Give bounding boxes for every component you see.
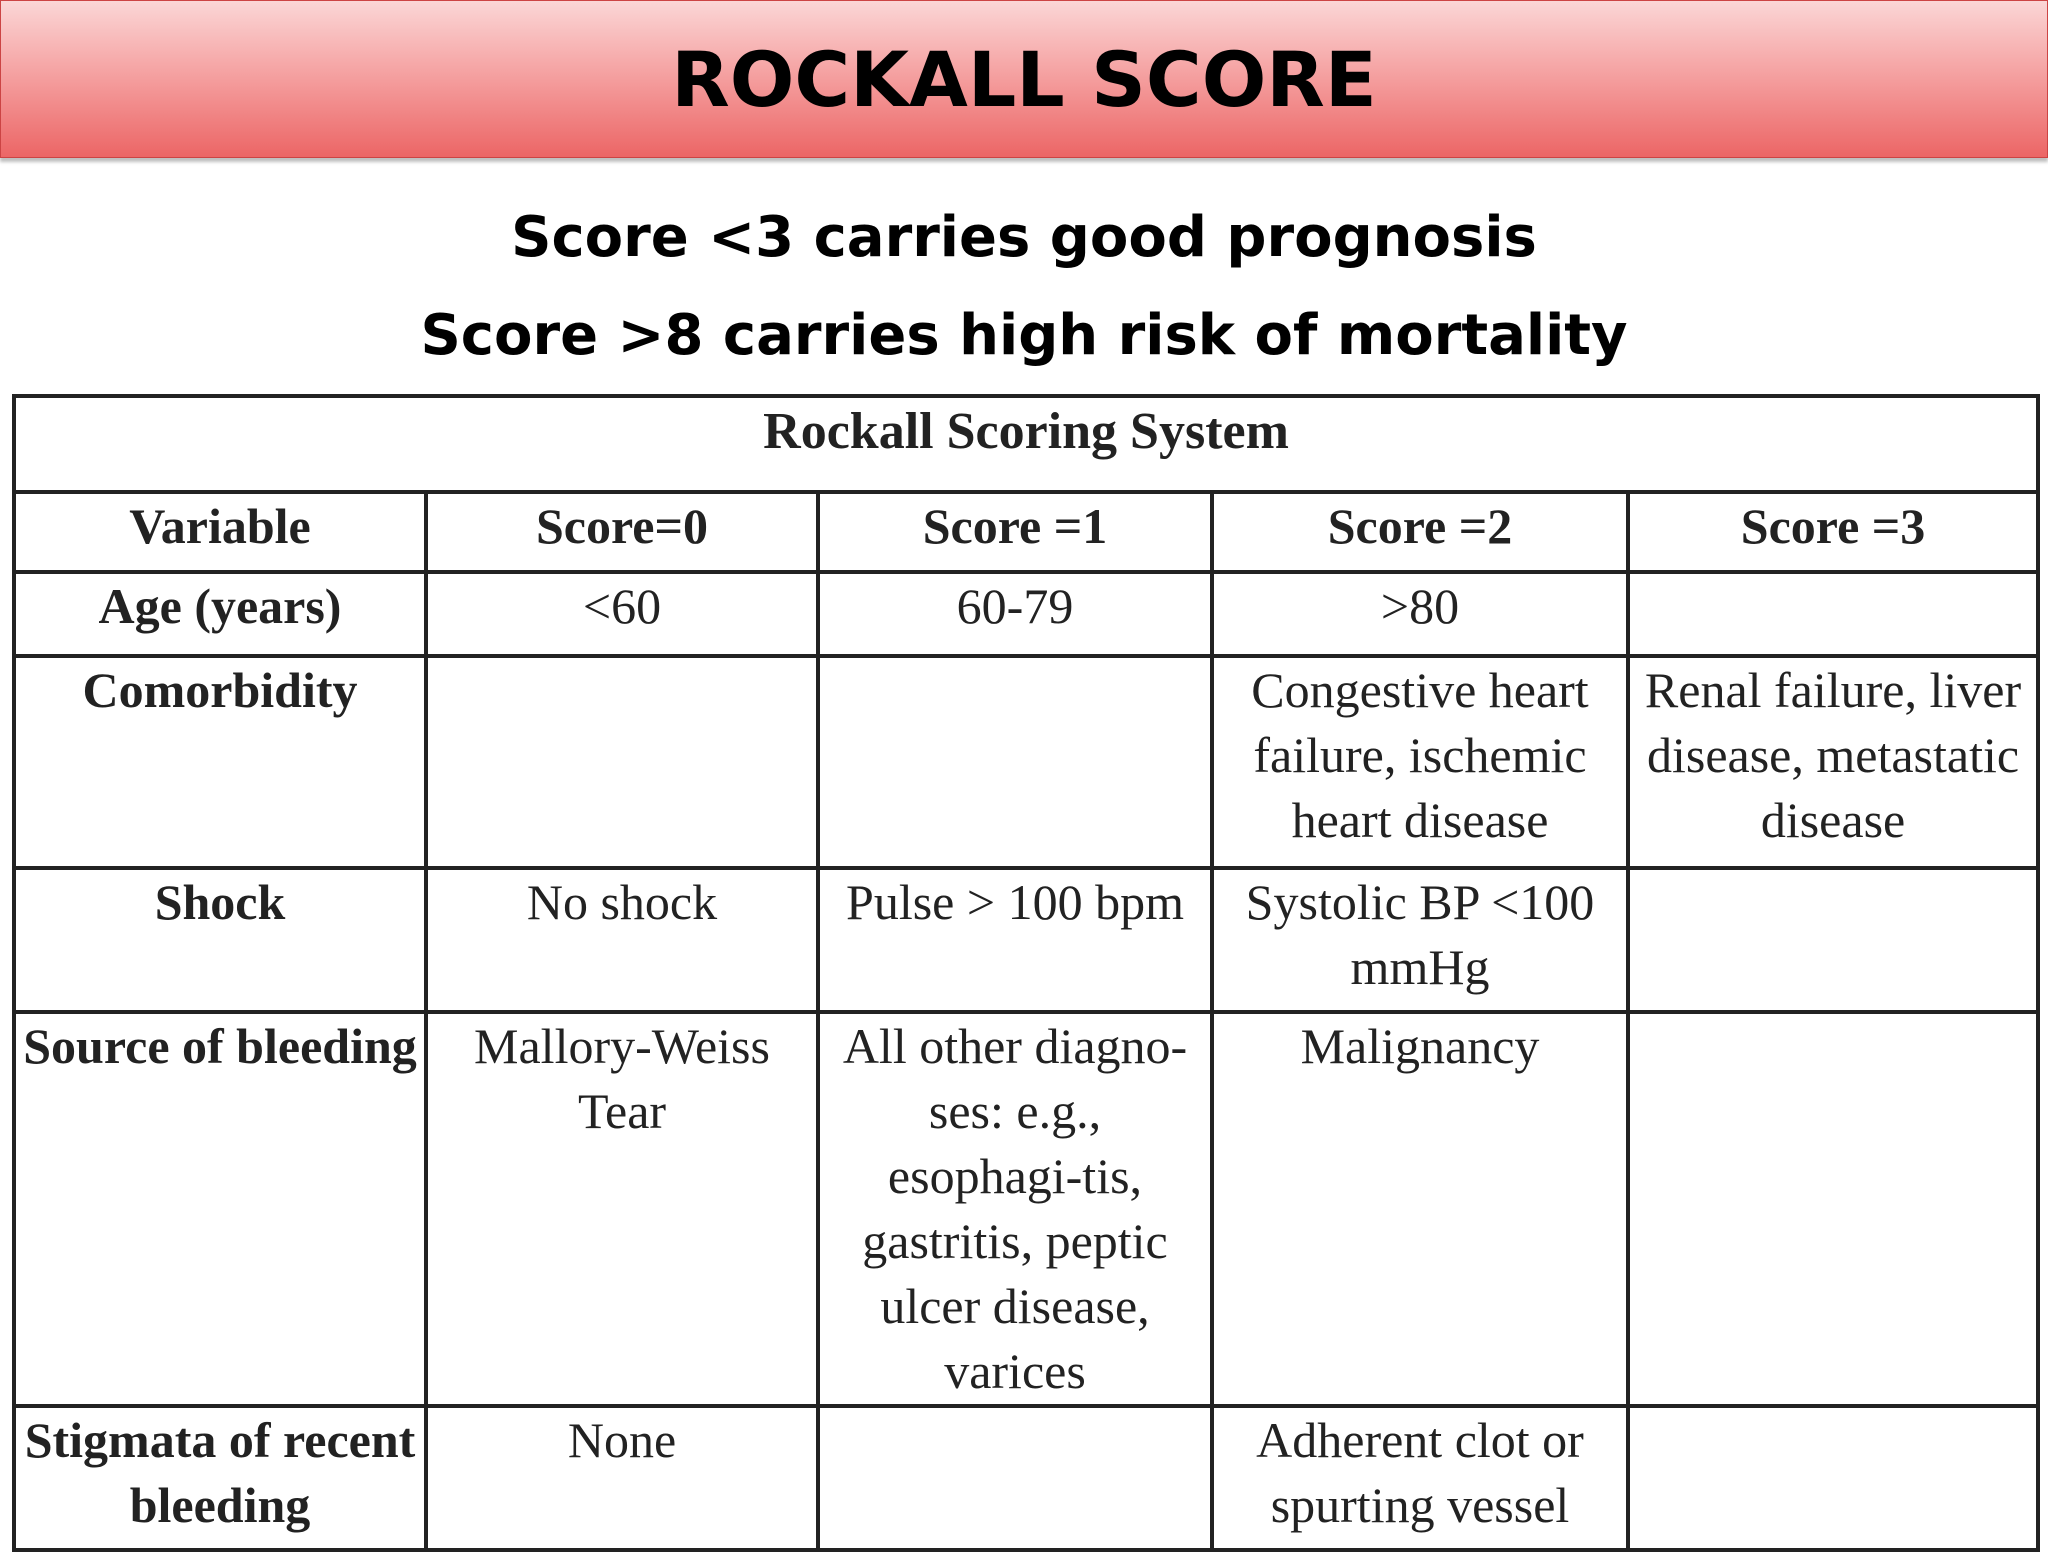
- prognosis-note-good: Score <3 carries good prognosis: [511, 205, 1537, 270]
- page-title: ROCKALL SCORE: [671, 34, 1377, 124]
- column-header-variable: Variable: [14, 492, 426, 572]
- title-banner: [0, 0, 2048, 158]
- score-3-cell: [1628, 1012, 2038, 1406]
- score-3-cell: [1628, 572, 2038, 656]
- score-1-cell: Pulse > 100 bpm: [818, 868, 1212, 1012]
- score-0-cell: None: [426, 1406, 818, 1550]
- score-0-cell: [426, 656, 818, 868]
- score-2-cell: Congestive heart failure, ischemic heart disease: [1212, 656, 1628, 868]
- score-2-cell: Adherent clot or spurting vessel: [1212, 1406, 1628, 1550]
- score-3-cell: [1628, 868, 2038, 1012]
- score-1-cell: All other diagno-ses: e.g., esophagi-tis, gastritis, peptic ulcer disease, varices: [818, 1012, 1212, 1406]
- score-2-cell: >80: [1212, 572, 1628, 656]
- prognosis-note-high-risk: Score >8 carries high risk of mortality: [420, 303, 1628, 368]
- variable-name: Shock: [14, 868, 426, 1012]
- variable-name: Age (years): [14, 572, 426, 656]
- score-0-cell: <60: [426, 572, 818, 656]
- score-1-cell: [818, 656, 1212, 868]
- table-row: [14, 1012, 2038, 1406]
- score-0-cell: Mallory-Weiss Tear: [426, 1012, 818, 1406]
- variable-name: Stigmata of recent bleeding: [14, 1406, 426, 1550]
- column-header-score-0: Score=0: [426, 492, 818, 572]
- score-1-cell: 60-79: [818, 572, 1212, 656]
- table-row: [14, 656, 2038, 868]
- score-2-cell: Malignancy: [1212, 1012, 1628, 1406]
- table-header-row: [14, 492, 2038, 572]
- rockall-score-table: [12, 394, 2040, 1552]
- table-row: [14, 868, 2038, 1012]
- score-3-cell: [1628, 1406, 2038, 1550]
- score-3-cell: Renal failure, liver disease, metastatic disease: [1628, 656, 2038, 868]
- score-1-cell: [818, 1406, 1212, 1550]
- column-header-score-3: Score =3: [1628, 492, 2038, 572]
- score-2-cell: Systolic BP <100 mmHg: [1212, 868, 1628, 1012]
- table-row: [14, 572, 2038, 656]
- table-row: [14, 1406, 2038, 1550]
- table-caption: Rockall Scoring System: [14, 396, 2038, 492]
- score-0-cell: No shock: [426, 868, 818, 1012]
- variable-name: Source of bleeding: [14, 1012, 426, 1406]
- column-header-score-1: Score =1: [818, 492, 1212, 572]
- variable-name: Comorbidity: [14, 656, 426, 868]
- column-header-score-2: Score =2: [1212, 492, 1628, 572]
- table-caption-row: [14, 396, 2038, 492]
